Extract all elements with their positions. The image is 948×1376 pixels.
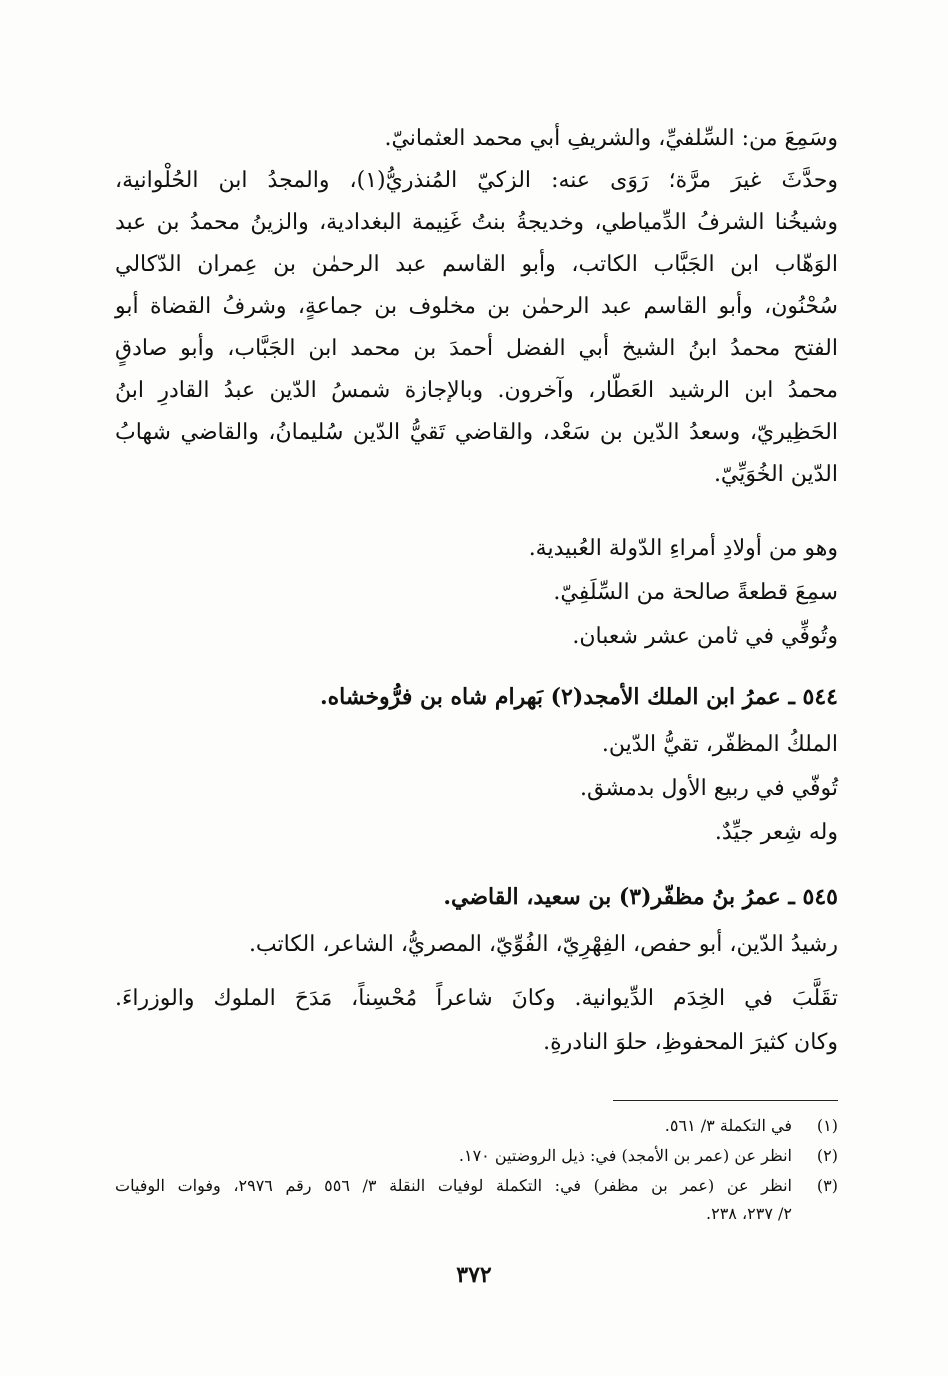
footnote-text: انظر عن (عمر بن مظفر) في: التكملة لوفيات النقلة ٣/ ٥٥٦ رقم ٢٩٧٦، وفوات الوفيات (115, 1176, 792, 1195)
entry-heading: ٥٤٤ ـ عمرُ ابن الملك الأمجد(٢) بَهرام شاه بن فرُّوخشاه. (319, 684, 838, 710)
footnote (115, 1172, 838, 1200)
footnote (459, 1142, 838, 1170)
text-line: وسَمِعَ من: السِّلفيِّ، والشريفِ أبي محمد العثمانيّ. (384, 126, 838, 151)
text-line: رشيدُ الدّين، أبو حفص، الفِهْرِيّ، الفُوِّيّ، المصريُّ، الشاعر، الكاتب. (248, 932, 838, 957)
text-line: سمِعَ قطعةً صالحة من السِّلَفِيّ. (553, 580, 838, 605)
text-line: وشيخُنا الشرفُ الدِّمياطي، وخديجةُ بنتُ غَنِيمة البغدادية، والزينُ محمدُ بن عبد (115, 210, 838, 235)
page-number: ٣٧٢ (456, 1262, 492, 1288)
text-line: سُحْنُون، وأبو القاسم عبد الرحمٰن بن مخلوف بن جماعةٍ، وشرفُ القضاة أبو (115, 294, 838, 319)
footnote-number: (١) (816, 1116, 838, 1135)
text-line: وحدَّثَ غيرَ مرَّة؛ رَوَى عنه: الزكيّ المُنذريُّ(١)، والمجدُ ابن الحُلْوانية، (115, 168, 838, 193)
text-line: محمدُ ابن الرشيد العَطّار، وآخرون. وبالإجازة شمسُ الدّين عبدُ القادرِ ابنُ (115, 378, 838, 403)
footnote-divider (613, 1100, 838, 1101)
text-line: وكان كثيرَ المحفوظِ، حلوَ النادرةِ. (543, 1030, 838, 1055)
text-line: وله شِعر جيِّدٌ. (714, 820, 838, 845)
footnote-number: (٢) (816, 1146, 838, 1165)
text-line: الوَهّاب ابن الجَبَّاب الكاتب، وأبو القاسم عبد الرحمٰن بن عِمران الدّكالي (115, 252, 838, 277)
text-line: تُوفّي في ربيع الأول بدمشق. (580, 776, 838, 801)
text-line: الدّين الخُوَيِّيّ. (713, 462, 838, 487)
text-line: الفتح محمدُ ابنُ الشيخ أبي الفضل أحمدَ بن محمد ابن الجَبَّاب، وأبو صادقٍ (115, 336, 838, 361)
footnote-text: في التكملة ٣/ ٥٦١. (664, 1116, 792, 1135)
text-line: الحَظِيريّ، وسعدُ الدّين بن سَعْد، والقاضي تَقيُّ الدّين سُليمانُ، والقاضي شهابُ (115, 420, 838, 445)
footnote-continuation (706, 1200, 792, 1228)
text-line: وتُوفِّي في ثامن عشر شعبان. (572, 624, 838, 649)
footnote (665, 1112, 838, 1140)
text-line: الملكُ المظفّر، تقيُّ الدّين. (601, 732, 838, 757)
text-line: تقَلَّبَ في الخِدَم الدِّيوانية. وكانَ شاعراً مُحْسِناً، مَدَحَ الملوك والوزراءَ. (115, 986, 838, 1011)
footnote-text: ٢/ ٢٣٧، ٢٣٨. (706, 1204, 792, 1223)
entry-heading: ٥٤٥ ـ عمرُ بنُ مظفّر(٣) بن سعيد، القاضي. (443, 884, 838, 910)
footnote-number: (٣) (816, 1176, 838, 1195)
footnote-text: انظر عن (عمر بن الأمجد) في: ذيل الروضتين ١٧٠. (458, 1146, 792, 1165)
text-line: وهو من أولادِ أمراءِ الدّولة العُبيدية. (528, 536, 838, 561)
